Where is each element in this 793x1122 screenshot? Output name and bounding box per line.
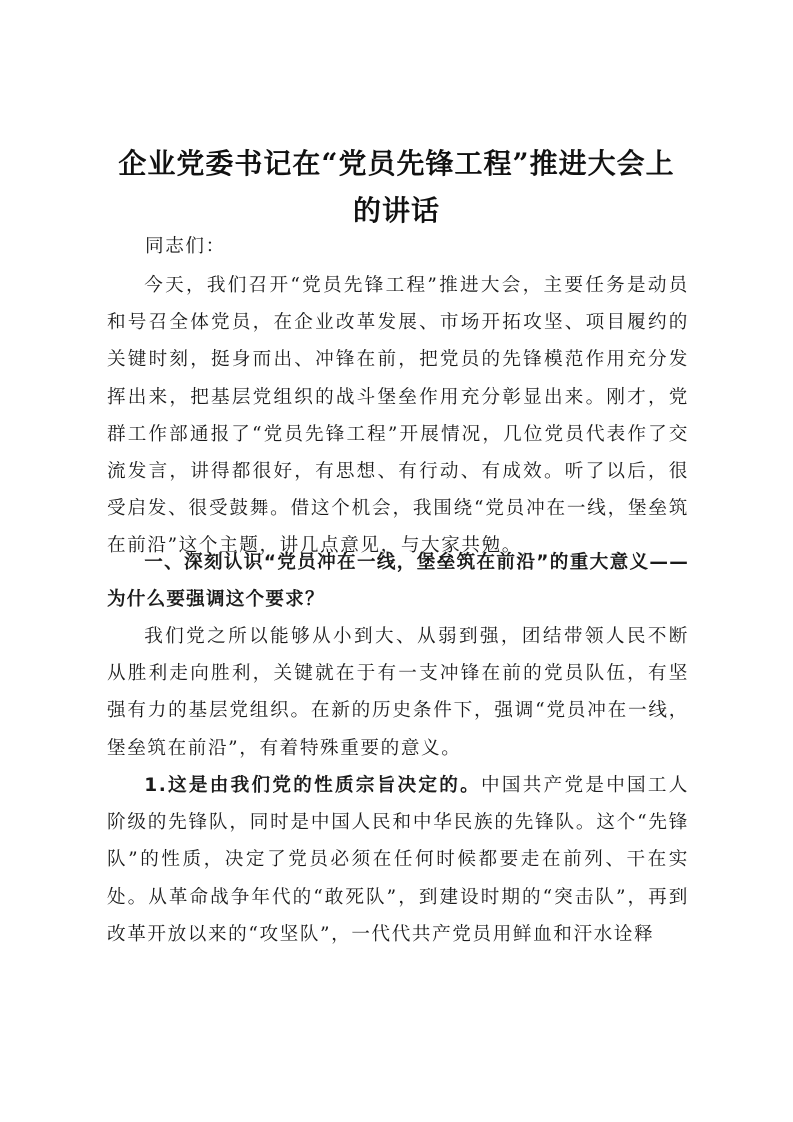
document-title-line2: 的讲话 xyxy=(352,194,440,227)
paragraph-intro: 今天，我们召开“党员先锋工程”推进大会，主要任务是动员和号召全体党员，在企业改革发展、市场开拓攻坚、项目履约的关键时刻，挺身而出、冲锋在前，把党员的先锋模范作用充分发挥出来，把基层党组织的战斗堡垒作用充分彰显出来。刚才，党群工作部通报了“党员先锋工程”开展情况，几位党员代表作了交流发言，讲得都很好，有思想、有行动、有成效。听了以后，很受启发、很受鼓舞。借这个机会，我围绕“党员冲在一线，堡垒筑在前沿”这个主题，讲几点意见，与大家共勉。 xyxy=(107,275,689,557)
point-1-body: 中国共产党是中国工人阶级的先锋队，同时是中国人民和中华民族的先锋队。这个“先锋队”的性质，决定了党员必须在任何时候都要走在前列、干在实处。从革命战争年代的“敢死队”，到建设时期的“突击队”，再到改革开放以来的“攻坚队”，一代代共产党员用鲜血和汗水诠释 xyxy=(107,775,689,945)
greeting: 同志们： xyxy=(145,236,226,257)
point-1-lead: 1.这是由我们党的性质宗旨决定的。 xyxy=(144,775,482,796)
paragraph-significance: 我们党之所以能够从小到大、从弱到强，团结带领人民不断从胜利走向胜利，关键就在于有一支冲锋在前的党员队伍，有坚强有力的基层党组织。在新的历史条件下，强调“党员冲在一线，堡垒筑在前沿”，有着特殊重要的意义。 xyxy=(107,626,689,759)
document-title-line1: 企业党委书记在“党员先锋工程”推进大会上 xyxy=(118,147,675,180)
section-heading-1: 一、深刻认识“党员冲在一线，堡垒筑在前沿”的重大意义——为什么要强调这个要求？ xyxy=(107,552,689,611)
paragraph-point-1 xyxy=(107,767,689,953)
